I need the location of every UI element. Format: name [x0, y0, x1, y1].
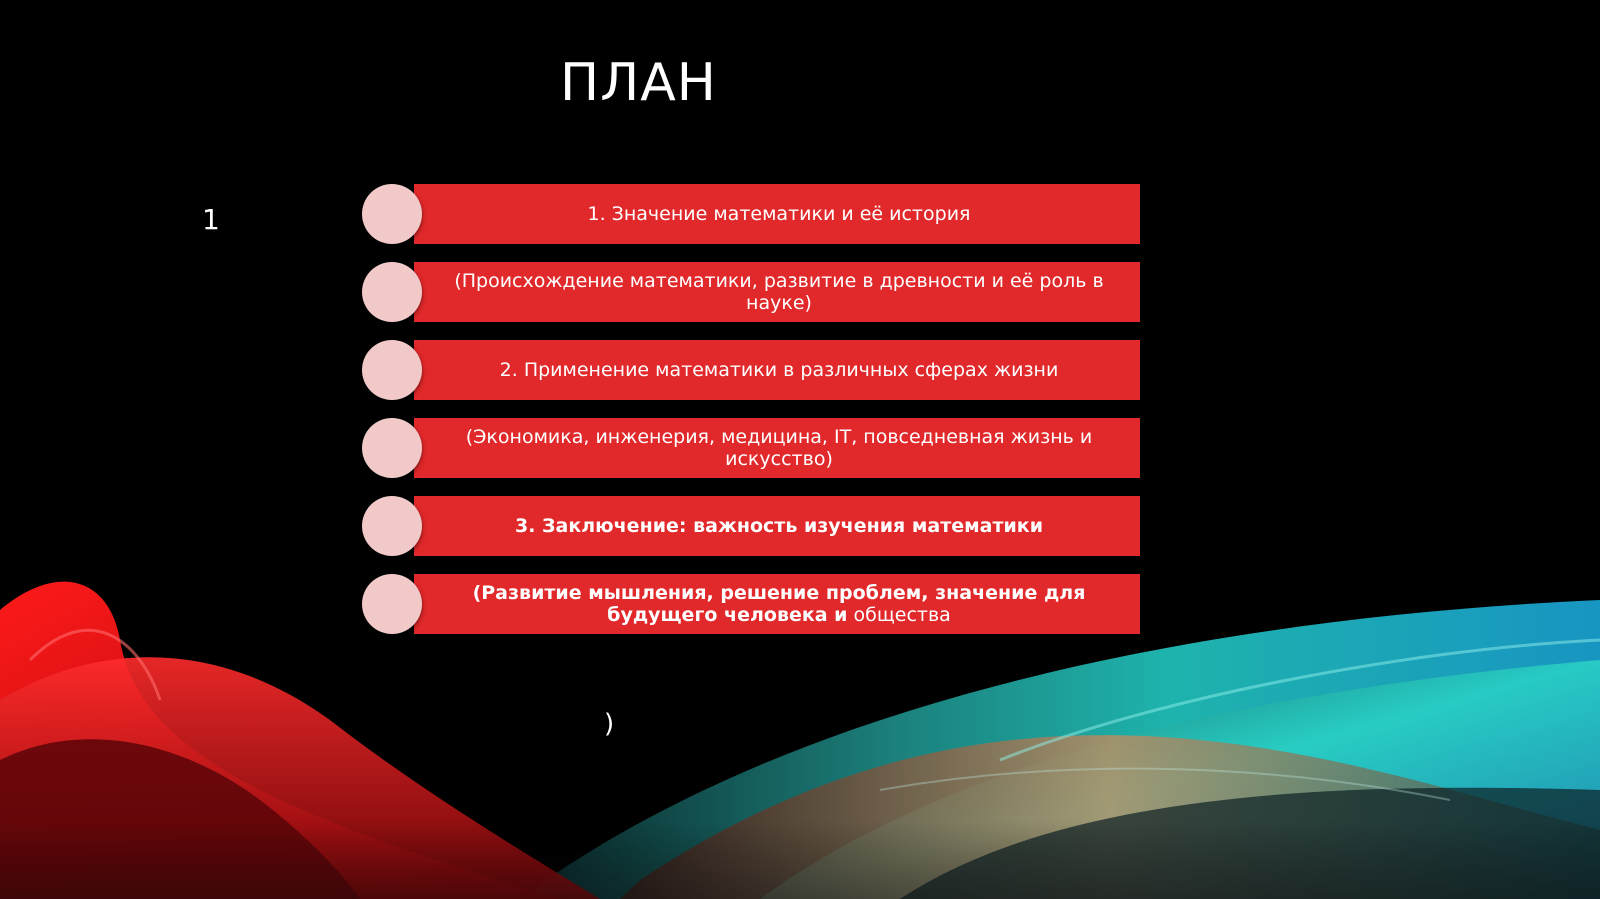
plan-item	[362, 496, 1140, 556]
plan-item-bar	[414, 340, 1140, 400]
plan-item-text-bold: (Развитие мышления, решение проблем, значение для будущего человека и	[472, 582, 1086, 626]
plan-item-bar	[414, 262, 1140, 322]
plan-item-bar	[414, 496, 1140, 556]
plan-bullet-circle	[362, 418, 422, 478]
plan-item-text: 3. Заключение: важность изучения математики	[514, 515, 1044, 537]
plan-bullet-circle	[362, 184, 422, 244]
stray-text: )	[604, 709, 615, 739]
plan-bullet-circle	[362, 574, 422, 634]
plan-item-text: (Происхождение математики, развитие в древности и её роль в науке)	[454, 270, 1104, 314]
plan-item-text-tail: общества	[847, 604, 951, 626]
plan-item-bar	[414, 418, 1140, 478]
plan-item-text: 2. Применение математики в различных сферах жизни	[499, 359, 1059, 381]
plan-list	[362, 184, 1140, 634]
plan-item	[362, 418, 1140, 478]
plan-item	[362, 262, 1140, 322]
plan-item	[362, 184, 1140, 244]
slide-title: ПЛАН	[560, 53, 717, 113]
plan-item-bar	[414, 184, 1140, 244]
plan-bullet-circle	[362, 340, 422, 400]
plan-bullet-circle	[362, 262, 422, 322]
slide-side-number: 1	[202, 203, 220, 236]
plan-item-text: 1. Значение математики и её история	[587, 203, 971, 225]
plan-item	[362, 340, 1140, 400]
plan-item-text	[432, 582, 1126, 626]
plan-item-bar	[414, 574, 1140, 634]
plan-item-text: (Экономика, инженерия, медицина, IT, повседневная жизнь и искусство)	[465, 426, 1093, 470]
plan-item	[362, 574, 1140, 634]
plan-bullet-circle	[362, 496, 422, 556]
